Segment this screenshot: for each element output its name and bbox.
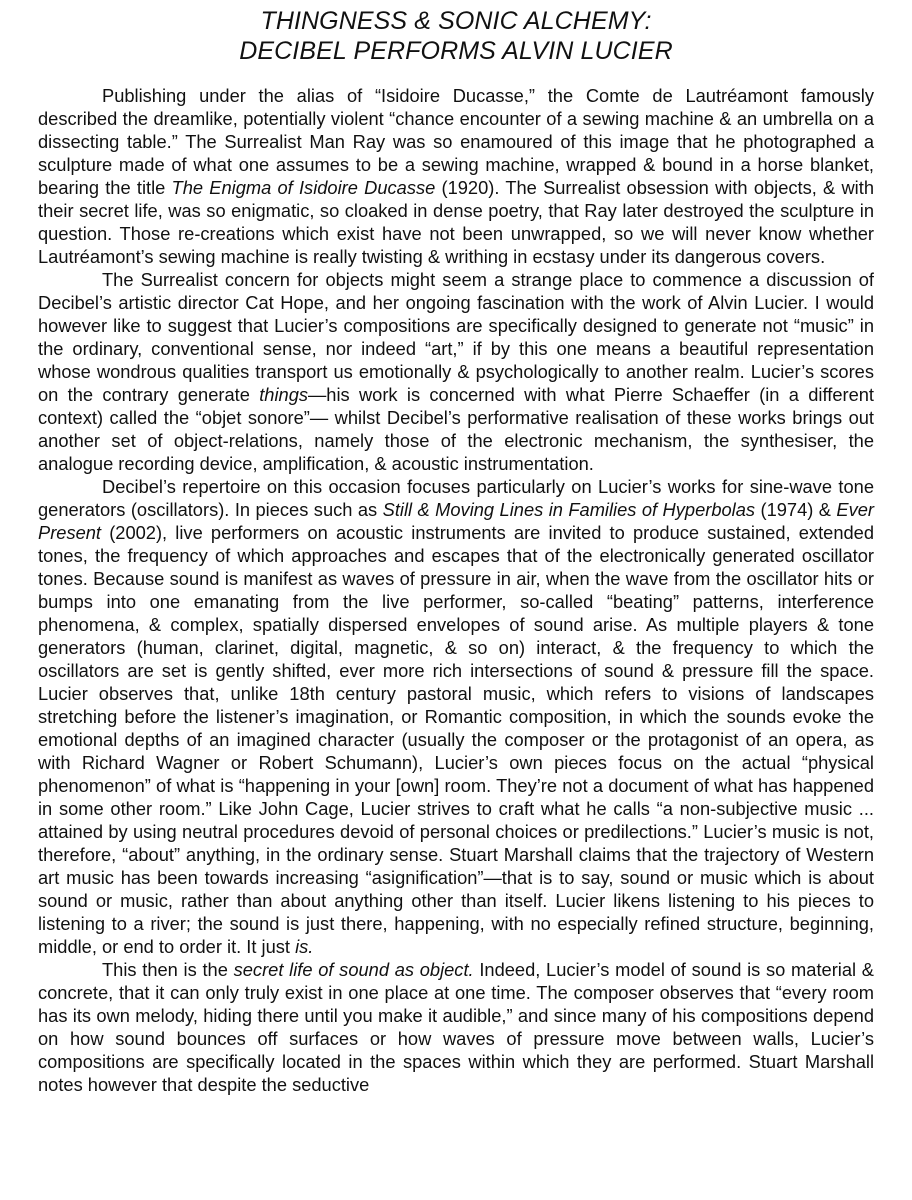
paragraph: [38, 268, 874, 475]
paragraph-text: —his work is concerned with what Pierre Schaeffer (in a different context) called the “objet sonore”— whilst Decibel’s performative realisation of these works brings out another set of object-relations, namely those of the electronic mechanism, the synthesiser, the analogue recording device, amplification, & acoustic instrumentation.: [38, 384, 874, 474]
paragraph: [38, 84, 874, 268]
title-line-2: DECIBEL PERFORMS ALVIN LUCIER: [239, 37, 673, 65]
paragraph-text: Publishing under the alias of “Isidoire Ducasse,” the Comte de Lautréamont famously described the dreamlike, potentially violent “chance encounter of a sewing machine & an umbrella on a dissecting table.” The Surrealist Man Ray was so enamoured of this image that he photographed a sculpture made of what one assumes to be a sewing machine, wrapped & bound in a horse blanket, bearing the title: [38, 85, 874, 198]
paragraph-text: Decibel’s repertoire on this occasion focuses particularly on Lucier’s works for sine-wave tone generators (oscillators). In pieces such as: [38, 476, 874, 520]
paragraph-text: (2002), live performers on acoustic instruments are invited to produce sustained, extended tones, the frequency of which approaches and escapes that of the electronically generated oscillator tones. Because sound is manifest as waves of pressure in air, when the wave from the oscillator hits or bumps into one emanating from the live performer, so-called “beating” patterns, interference phenomena, & complex, spatially dispersed envelopes of sound arise. As multiple players & tone generators (human, clarinet, digital, magnetic, & so on) interact, & the frequency to which the oscillators are set is gently shifted, ever more rich intersections of sound & pressure fill the space. Lucier observes that, unlike 18th century pastoral music, which refers to visions of landscapes stretching before the listener’s imagination, or Romantic composition, in which the sounds evoke the emotional depths of an imagined character (usually the composer or the protagonist of an opera, as with Richard Wagner or Robert Schumann), Lucier’s own pieces focus on the actual “physical phenomenon” of what is “happening in your [own] room. They’re not a document of what has happened in some other room.” Like John Cage, Lucier strives to craft what he calls “a non-subjective music ... attained by using neutral procedures devoid of personal choices or predilections.” Lucier’s music is not, therefore, “about” anything, in the ordinary sense. Stuart Marshall claims that the trajectory of Western art music has been towards increasing “asignification”—that is to say, sound or music which is about sound or music, rather than about anything other than itself. Lucier likens listening to his pieces to listening to a river; the sound is just there, happening, with no especially refined structure, beginning, middle, or end to order it. It just: [38, 522, 874, 957]
document-title: [38, 6, 874, 66]
document-page: [38, 0, 874, 1096]
paragraph: [38, 958, 874, 1096]
essay-body: [38, 84, 874, 1096]
paragraph-text: (1974) &: [755, 499, 837, 520]
emphasis-text: secret life of sound as object.: [233, 959, 474, 980]
work-title: Ever Present: [38, 499, 874, 543]
artwork-title: The Enigma of Isidoire Ducasse: [171, 177, 436, 198]
paragraph-text: The Surrealist concern for objects might seem a strange place to commence a discussion of Decibel’s artistic director Cat Hope, and her ongoing fascination with the work of Alvin Lucier. I would however like to suggest that Lucier’s compositions are specifically designed to generate not “music” in the ordinary, conventional sense, nor indeed “art,” if by this one means a beautiful representation whose wondrous qualities transport us emotionally & psychologically to another realm. Lucier’s scores on the contrary generate: [38, 269, 874, 405]
emphasis-text: things: [259, 384, 309, 405]
paragraph-text: Indeed, Lucier’s model of sound is so material & concrete, that it can only truly exist in one place at one time. The composer observes that “every room has its own melody, hiding there until you make it audible,” and since many of his compositions depend on how sound bounces off surfaces or how waves of pressure move between walls, Lucier’s compositions are specifically located in the spaces within which they are performed. Stuart Marshall notes however that despite the seductive: [38, 959, 874, 1095]
paragraph-text: (1920). The Surrealist obsession with objects, & with their secret life, was so enigmatic, so cloaked in dense poetry, that Ray later destroyed the sculpture in question. Those re-creations which exist have not been unwrapped, so we will never know whether Lautréamont’s sewing machine is really twisting & writhing in ecstasy under its dangerous covers.: [38, 177, 874, 267]
paragraph: [38, 475, 874, 958]
paragraph-text: This then is the: [102, 959, 234, 980]
work-title: Still & Moving Lines in Families of Hyperbolas: [382, 499, 756, 520]
emphasis-text: is.: [295, 936, 314, 957]
title-line-1: THINGNESS & SONIC ALCHEMY:: [260, 7, 652, 35]
